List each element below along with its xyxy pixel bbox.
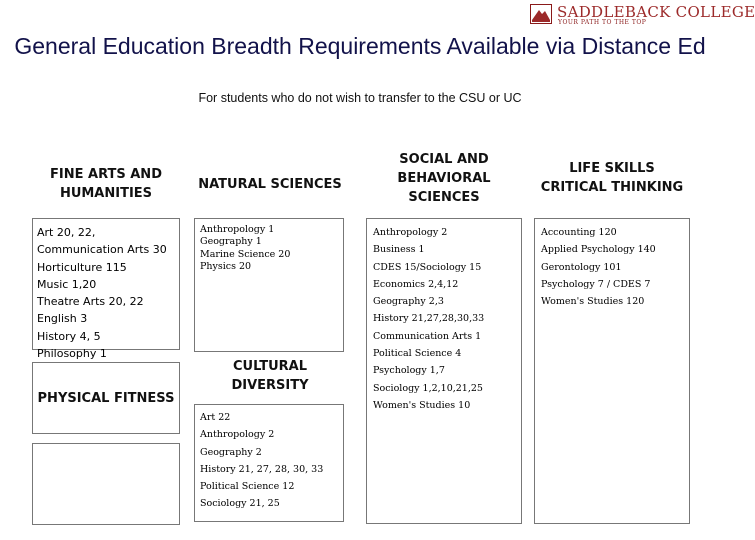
college-tagline: YOUR PATH TO THE TOP [558, 19, 647, 26]
social-sciences-heading-text: SOCIAL AND BEHAVIORAL SCIENCES [397, 151, 491, 205]
course-item: Philosophy 1 [37, 347, 107, 361]
course-item: History 21,27,28,30,33 [373, 313, 485, 325]
physical-fitness-course-box [32, 443, 180, 525]
course-item: Art 20, 22, [37, 226, 96, 239]
social-sciences-heading [366, 148, 522, 208]
cultural-diversity-heading-text: CULTURAL DIVERSITY [231, 359, 309, 393]
saddleback-logo [530, 3, 755, 28]
course-item: Economics 2,4,12 [373, 278, 459, 290]
course-item: History 21, 27, 28, 30, 33 [200, 463, 324, 475]
course-item: Political Science 4 [373, 348, 462, 360]
fine-arts-heading [32, 158, 180, 210]
course-item: Communication Arts 1 [373, 330, 482, 342]
course-item: CDES 15/Sociology 15 [373, 261, 482, 273]
life-skills-heading [534, 148, 690, 208]
course-item: Anthropology 2 [373, 227, 448, 238]
course-item: Accounting 120 [541, 227, 617, 238]
course-item: Geography 2,3 [373, 296, 444, 308]
natural-sciences-course-list [200, 224, 338, 273]
course-item: Horticulture 115 [37, 260, 127, 274]
natural-sciences-heading [196, 158, 344, 210]
course-item: Sociology 21, 25 [200, 498, 280, 510]
natural-sciences-heading-text: NATURAL SCIENCES [198, 176, 342, 192]
physical-fitness-heading [32, 362, 180, 434]
fine-arts-heading-text: FINE ARTS AND HUMANITIES [50, 167, 162, 201]
course-item: Marine Science 20 [200, 248, 291, 260]
course-item: Art 22 [200, 412, 231, 423]
social-sciences-course-list [373, 224, 515, 414]
life-skills-heading-text: LIFE SKILLS CRITICAL THINKING [540, 161, 684, 195]
course-item: Theatre Arts 20, 22 [37, 295, 144, 309]
course-item: Women's Studies 120 [541, 296, 645, 308]
course-item: Political Science 12 [200, 481, 295, 493]
cultural-diversity-heading [196, 356, 344, 396]
college-name: SADDLEBACK COLLEGE [557, 3, 755, 21]
course-item: Anthropology 1 [200, 224, 275, 235]
course-item: Business 1 [373, 244, 425, 256]
course-item: Applied Psychology 140 [541, 244, 656, 256]
natural-sciences-course-box [194, 218, 344, 352]
page-subtitle: For students who do not wish to transfer to the CSU or UC [198, 91, 522, 105]
course-item: Music 1,20 [37, 277, 97, 291]
course-item: Geography 1 [200, 236, 262, 248]
fine-arts-course-list [37, 224, 175, 362]
course-item: Psychology 1,7 [373, 365, 445, 377]
course-item: Geography 2 [200, 446, 262, 458]
life-skills-course-box [534, 218, 690, 524]
page-title: General Education Breadth Requirements Available via Distance Ed [14, 33, 706, 59]
course-item: Anthropology 2 [200, 429, 275, 441]
course-item: Communication Arts 30 [37, 243, 167, 257]
social-sciences-course-box [366, 218, 522, 524]
course-item: Physics 20 [200, 260, 252, 272]
course-item: English 3 [37, 312, 88, 326]
course-item: Psychology 7 / CDES 7 [541, 278, 651, 290]
mountain-logo-icon [530, 4, 552, 24]
life-skills-course-list [541, 224, 683, 310]
cultural-diversity-course-list [200, 409, 338, 513]
fine-arts-course-box [32, 218, 180, 361]
course-item: Gerontology 101 [541, 261, 622, 273]
course-item: Sociology 1,2,10,21,25 [373, 382, 483, 394]
cultural-diversity-course-box [194, 404, 344, 522]
physical-fitness-heading-text: PHYSICAL FITNESS [37, 390, 175, 406]
course-item: Women's Studies 10 [373, 399, 471, 411]
course-item: History 4, 5 [37, 329, 101, 343]
